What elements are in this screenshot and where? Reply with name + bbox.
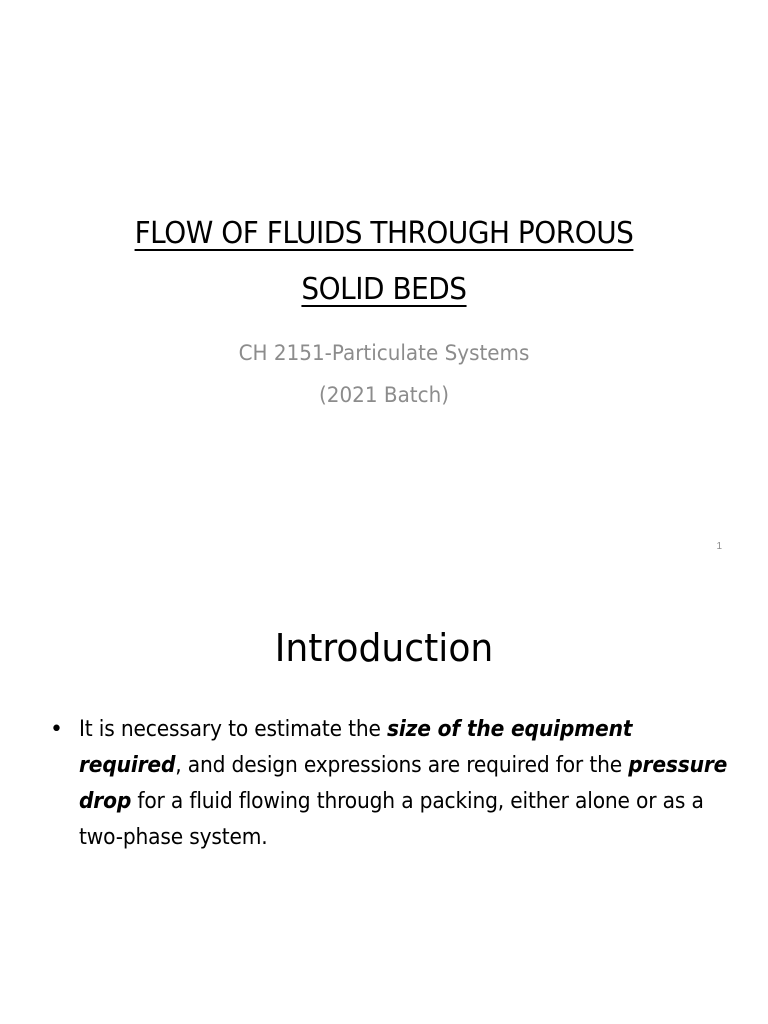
bullet-text-part-3: for a fluid flowing through a packing, either alone or as a two-phase system. xyxy=(79,789,704,850)
batch-subtitle: (2021 Batch) xyxy=(318,383,450,407)
bullet-text-part-1: It is necessary to estimate the xyxy=(79,717,388,742)
emphasis-equipment-size: size of the equipment required xyxy=(79,717,633,778)
slide-title-heading xyxy=(64,206,704,318)
emphasis-pressure-drop: pressure drop xyxy=(79,753,728,814)
bullet-text xyxy=(79,712,730,856)
bullet-list xyxy=(44,712,734,856)
bullet-marker: • xyxy=(50,717,63,742)
introduction-heading: Introduction xyxy=(274,626,494,670)
bullet-text-part-2: , and design expressions are required for the xyxy=(175,753,629,778)
title-line-2: SOLID BEDS xyxy=(301,272,467,307)
title-line-1: FLOW OF FLUIDS THROUGH POROUS xyxy=(134,216,634,251)
course-subtitle: CH 2151-Particulate Systems xyxy=(238,341,530,365)
slide-introduction xyxy=(0,576,768,1024)
page-number: 1 xyxy=(716,541,722,552)
bullet-item xyxy=(44,712,734,856)
